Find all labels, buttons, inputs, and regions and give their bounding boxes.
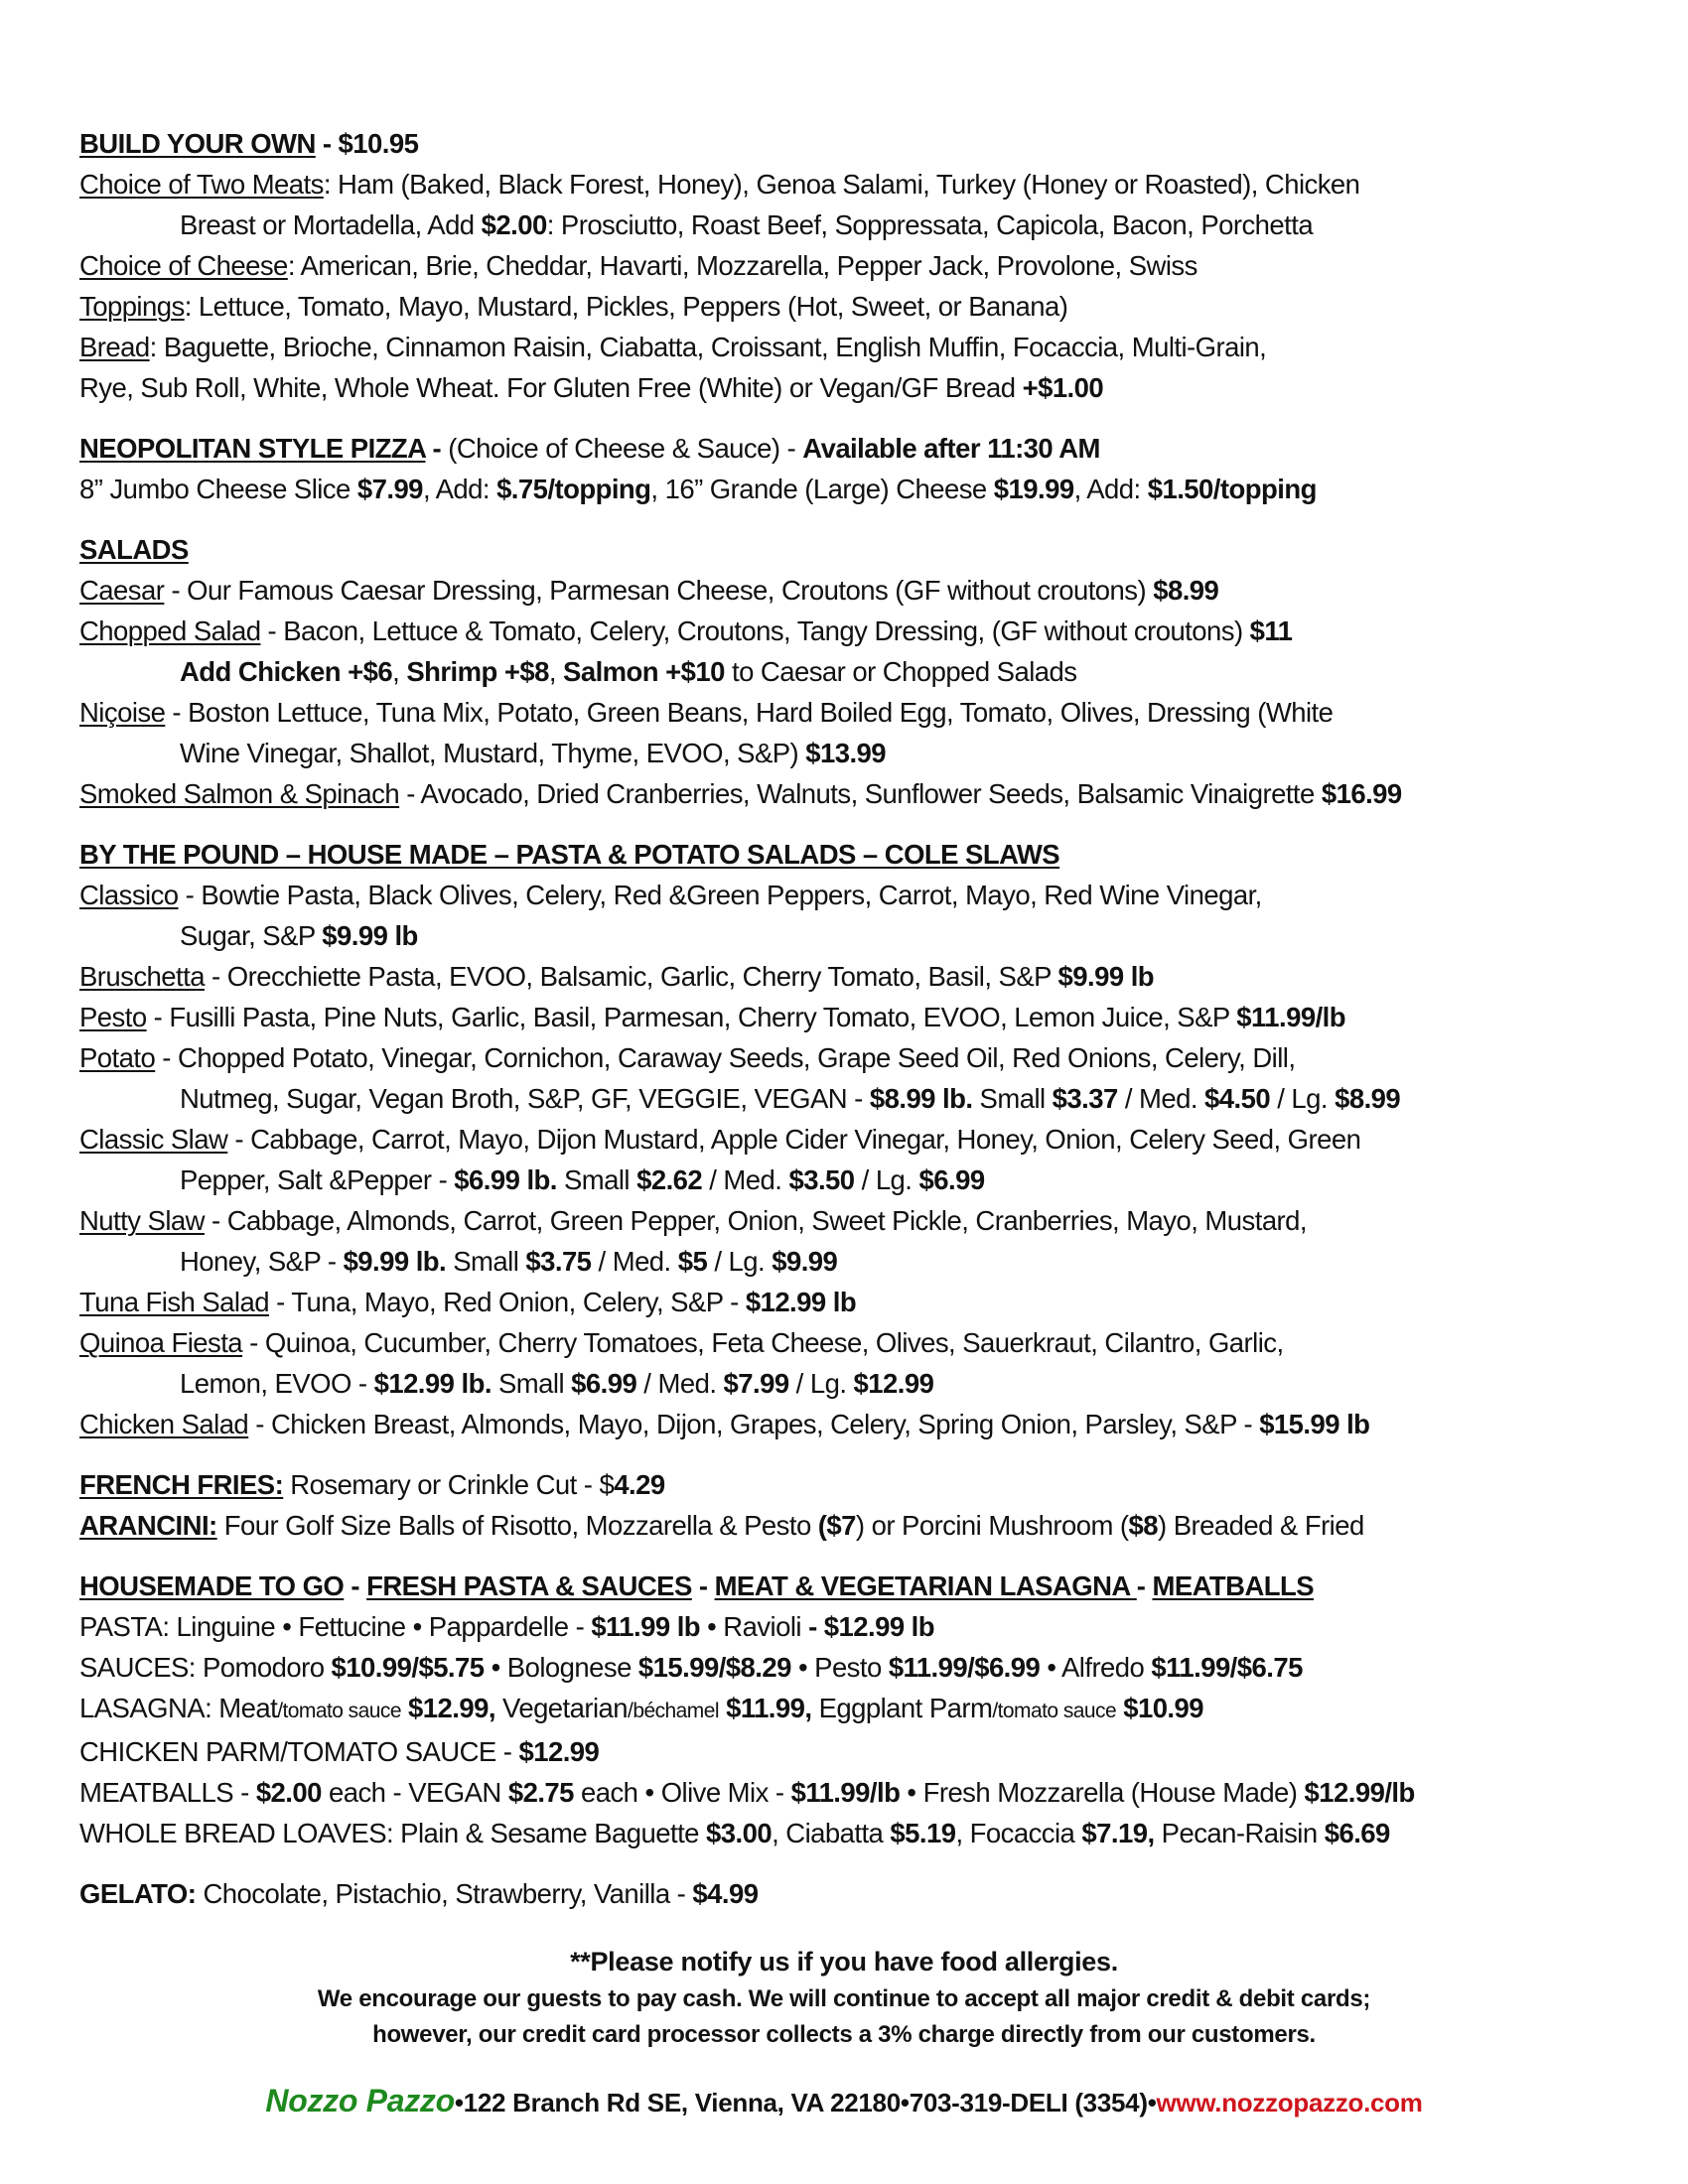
- price: $11.99 lb: [591, 1611, 701, 1642]
- price: $13.99: [805, 738, 887, 768]
- price: $8: [1128, 1510, 1159, 1541]
- menu-line: [79, 1160, 1628, 1200]
- emphasis: GELATO:: [79, 1878, 197, 1909]
- price: $8.99: [1335, 1083, 1401, 1114]
- text: • Ravioli: [700, 1611, 809, 1642]
- price: $11.99/lb: [1236, 1002, 1346, 1032]
- text: - Fusilli Pasta, Pine Nuts, Garlic, Basil, Parmesan, Cherry Tomato, EVOO, Lemon Juice, S&P: [146, 1002, 1237, 1032]
- price: $.75/topping: [496, 474, 651, 504]
- price: $9.99 lb.: [343, 1246, 447, 1277]
- text: • Fresh Mozzarella (House Made): [900, 1777, 1305, 1808]
- text: MEATBALLS -: [79, 1777, 256, 1808]
- text: 8” Jumbo Cheese Slice: [79, 474, 357, 504]
- menu-line: [79, 1037, 1628, 1078]
- item-name: Bruschetta: [79, 961, 205, 992]
- price: $5.19: [890, 1818, 956, 1848]
- text: : Ham (Baked, Black Forest, Honey), Genoa Salami, Turkey (Honey or Roasted), Chicken: [323, 169, 1360, 200]
- menu-line: [79, 875, 1628, 915]
- text: - Cabbage, Almonds, Carrot, Green Pepper, Onion, Sweet Pickle, Cranberries, Mayo, Mustard,: [204, 1205, 1308, 1236]
- menu-line: [79, 997, 1628, 1037]
- item-name: SALADS: [79, 534, 189, 565]
- item-name: Choice of Cheese: [79, 250, 288, 281]
- text: - Boston Lettuce, Tuna Mix, Potato, Green Beans, Hard Boiled Egg, Tomato, Olives, Dressing (White: [165, 697, 1334, 728]
- section-housemade-to-go: [79, 1566, 1628, 1853]
- menu-line: [79, 651, 1628, 692]
- text: / Lg.: [854, 1164, 919, 1195]
- price: $15.99 lb: [1259, 1409, 1370, 1439]
- price: +$1.00: [1022, 372, 1104, 403]
- section-heading: [79, 1873, 1628, 1914]
- text: Nutmeg, Sugar, Vegan Broth, S&P, GF, VEGGIE, VEGAN -: [180, 1083, 870, 1114]
- price: $3.75: [525, 1246, 592, 1277]
- sauce-note: /tomato sauce: [992, 1700, 1117, 1722]
- emphasis: (: [817, 1510, 827, 1541]
- menu-line: [79, 1772, 1628, 1813]
- price: $5: [677, 1246, 708, 1277]
- text: - Tuna, Mayo, Red Onion, Celery, S&P -: [268, 1287, 746, 1317]
- text: ,: [392, 656, 407, 687]
- item-name: Classico: [79, 880, 179, 910]
- text: , Add:: [1073, 474, 1148, 504]
- text: Honey, S&P -: [180, 1246, 344, 1277]
- item-name: MEAT & VEGETARIAN LASAGNA: [714, 1570, 1137, 1601]
- contact-line: [0, 2081, 1688, 2122]
- price: Add Chicken +$6: [180, 656, 393, 687]
- item-name: Potato: [79, 1042, 156, 1073]
- brand-name: Nozzo Pazzo: [265, 2083, 455, 2118]
- price: - $10.95: [315, 128, 419, 159]
- menu-line: [79, 245, 1628, 286]
- text: , Focaccia: [955, 1818, 1082, 1848]
- text: Pepper, Salt &Pepper -: [180, 1164, 455, 1195]
- text: - Bacon, Lettuce & Tomato, Celery, Croutons, Tangy Dressing, (GF without croutons): [260, 615, 1250, 646]
- item-name: Bread: [79, 332, 150, 362]
- text: - Chopped Potato, Vinegar, Cornichon, Caraway Seeds, Grape Seed Oil, Red Onions, Celery, Dill,: [155, 1042, 1296, 1073]
- price: $12.99 lb: [745, 1287, 857, 1317]
- menu-line: [79, 327, 1628, 367]
- price: - $12.99 lb: [808, 1611, 935, 1642]
- item-name: MEATBALLS: [1152, 1570, 1315, 1601]
- section-spacer: [79, 1853, 1628, 1873]
- text: : Baguette, Brioche, Cinnamon Raisin, Ciabatta, Croissant, English Muffin, Focaccia, Multi-Grain,: [149, 332, 1267, 362]
- menu-line: [79, 1363, 1628, 1404]
- item-name: FRESH PASTA & SAUCES: [366, 1570, 692, 1601]
- price: $9.99 lb: [322, 920, 418, 951]
- menu-line: [79, 1688, 1628, 1731]
- text: - Cabbage, Carrot, Mayo, Dijon Mustard, Apple Cider Vinegar, Honey, Onion, Celery Seed, Green: [227, 1124, 1361, 1155]
- menu-line: [79, 1241, 1628, 1282]
- menu-line: [79, 1200, 1628, 1241]
- section-spacer: [79, 1546, 1628, 1566]
- item-name: Classic Slaw: [79, 1124, 228, 1155]
- price: $11.99,: [726, 1693, 812, 1723]
- item-name: HOUSEMADE TO GO: [79, 1570, 345, 1601]
- emphasis: -: [344, 1570, 367, 1601]
- section-neopolitan-pizza: [79, 428, 1628, 509]
- menu-line: [79, 1731, 1628, 1772]
- item-name: Chopped Salad: [79, 615, 261, 646]
- price: $8.99 lb.: [869, 1083, 973, 1114]
- price: $2.00: [481, 209, 547, 240]
- text: - Chicken Breast, Almonds, Mayo, Dijon, Grapes, Celery, Spring Onion, Parsley, S&P -: [248, 1409, 1260, 1439]
- price: $3.00: [706, 1818, 773, 1848]
- text: Wine Vinegar, Shallot, Mustard, Thyme, EVOO, S&P): [180, 738, 806, 768]
- price: $12.99 lb.: [373, 1368, 492, 1399]
- text: CHICKEN PARM/TOMATO SAUCE -: [79, 1736, 519, 1767]
- price: $11.99/$6.75: [1151, 1652, 1303, 1683]
- price: $9.99: [772, 1246, 838, 1277]
- payment-note-line-2: however, our credit card processor collects a 3% charge directly from our customers.: [372, 2021, 1316, 2048]
- menu-line: [79, 1505, 1628, 1546]
- price: $11.99/lb: [790, 1777, 901, 1808]
- item-name: Nutty Slaw: [79, 1205, 205, 1236]
- price: $2.62: [636, 1164, 703, 1195]
- item-name: Pesto: [79, 1002, 147, 1032]
- price: $6.99: [571, 1368, 637, 1399]
- payment-note-line-1: We encourage our guests to pay cash. We will continue to accept all major credit & debit cards;: [317, 1985, 1371, 2012]
- section-spacer: [79, 509, 1628, 529]
- menu-line: [79, 733, 1628, 773]
- price: $9.99 lb: [1057, 961, 1155, 992]
- text: / Lg.: [1270, 1083, 1336, 1114]
- price: $3.37: [1052, 1083, 1118, 1114]
- menu-line: [79, 1404, 1628, 1444]
- text: Vegetarian: [494, 1693, 629, 1723]
- menu-line: [79, 164, 1628, 205]
- price: $11.99/$6.99: [888, 1652, 1041, 1683]
- section-heading: [79, 1464, 1628, 1505]
- text: : Lettuce, Tomato, Mayo, Mustard, Pickles, Peppers (Hot, Sweet, or Banana): [184, 291, 1068, 322]
- text: SAUCES: Pomodoro: [79, 1652, 332, 1683]
- text: • Bolognese: [484, 1652, 638, 1683]
- menu-line: [79, 1322, 1628, 1363]
- menu-line: [79, 611, 1628, 651]
- price: $2.75: [507, 1777, 574, 1808]
- text: Lemon, EVOO -: [180, 1368, 374, 1399]
- item-name: NEOPOLITAN STYLE PIZZA: [79, 433, 426, 464]
- text: Eggplant Parm: [811, 1693, 993, 1723]
- text: ) Breaded & Fried: [1158, 1510, 1364, 1541]
- address: 122 Branch Rd SE, Vienna, VA 22180: [463, 2088, 901, 2117]
- text: ) or Porcini Mushroom (: [855, 1510, 1129, 1541]
- separator: •: [454, 2088, 464, 2117]
- text: Pecan-Raisin: [1154, 1818, 1325, 1848]
- text: [401, 1693, 408, 1723]
- menu-line: [79, 469, 1628, 509]
- price: $7.99: [356, 474, 423, 504]
- item-name: Niçoise: [79, 697, 166, 728]
- item-name: BUILD YOUR OWN: [79, 128, 316, 159]
- menu-line: [79, 286, 1628, 327]
- sauce-note: /tomato sauce: [277, 1700, 401, 1722]
- text: : Prosciutto, Roast Beef, Soppressata, Capicola, Bacon, Porchetta: [546, 209, 1314, 240]
- section-spacer: [79, 814, 1628, 834]
- price: $3.50: [788, 1164, 855, 1195]
- item-name: BY THE POUND – HOUSE MADE – PASTA & POTATO SALADS – COLE SLAWS: [79, 839, 1060, 870]
- text: : American, Brie, Cheddar, Havarti, Mozzarella, Pepper Jack, Provolone, Swiss: [287, 250, 1197, 281]
- menu-line: [79, 692, 1628, 733]
- menu-line: [79, 1813, 1628, 1853]
- price: $12.99: [853, 1368, 934, 1399]
- text: - Our Famous Caesar Dressing, Parmesan Cheese, Croutons (GF without croutons): [164, 575, 1154, 606]
- item-name: FRENCH FRIES:: [79, 1469, 284, 1500]
- text: Sugar, S&P: [180, 920, 323, 951]
- section-by-the-pound: [79, 834, 1628, 1444]
- menu-line: [79, 367, 1628, 408]
- price: $4.50: [1204, 1083, 1271, 1114]
- section-spacer: [79, 408, 1628, 428]
- price: $12.99: [518, 1736, 600, 1767]
- text: , 16” Grande (Large) Cheese: [650, 474, 994, 504]
- price: $6.99: [918, 1164, 985, 1195]
- emphasis: -: [425, 433, 449, 464]
- emphasis: -: [1136, 1570, 1153, 1601]
- price: $6.69: [1324, 1818, 1390, 1848]
- price: Salmon +$10: [563, 656, 725, 687]
- text: to Caesar or Chopped Salads: [724, 656, 1077, 687]
- text: / Lg.: [707, 1246, 773, 1277]
- price: $16.99: [1321, 778, 1402, 809]
- section-heading: [79, 123, 1628, 164]
- section-heading: [79, 428, 1628, 469]
- item-name: Tuna Fish Salad: [79, 1287, 269, 1317]
- item-name: Smoked Salmon & Spinach: [79, 778, 400, 809]
- price: $12.99/lb: [1304, 1777, 1415, 1808]
- price: $7.99: [723, 1368, 789, 1399]
- text: Rye, Sub Roll, White, Whole Wheat. For Gluten Free (White) or Vegan/GF Bread: [79, 372, 1023, 403]
- allergy-note: **Please notify us if you have food allergies.: [570, 1947, 1118, 1977]
- text: - Orecchiette Pasta, EVOO, Balsamic, Garlic, Cherry Tomato, Basil, S&P: [204, 961, 1058, 992]
- text: - Quinoa, Cucumber, Cherry Tomatoes, Feta Cheese, Olives, Sauerkraut, Cilantro, Garlic,: [242, 1327, 1284, 1358]
- section-heading: [79, 834, 1628, 875]
- section-sides: [79, 1464, 1628, 1546]
- price: $4.99: [692, 1878, 759, 1909]
- text: Breast or Mortadella, Add: [180, 209, 482, 240]
- text: Small: [446, 1246, 526, 1277]
- text: , Ciabatta: [772, 1818, 891, 1848]
- text: LASAGNA: Meat: [79, 1693, 278, 1723]
- price: $19.99: [993, 474, 1074, 504]
- menu-line: [79, 915, 1628, 956]
- price: $2.00: [255, 1777, 322, 1808]
- menu-line: [79, 1606, 1628, 1647]
- price: $11: [1249, 615, 1293, 646]
- section-spacer: [79, 1444, 1628, 1464]
- price: $10.99/$5.75: [331, 1652, 485, 1683]
- text: / Lg.: [788, 1368, 854, 1399]
- price: $1.50/topping: [1147, 474, 1317, 504]
- text: (Choice of Cheese & Sauce) -: [448, 433, 803, 464]
- menu-page: [79, 123, 1628, 1914]
- price: $10.99: [1123, 1693, 1204, 1723]
- text: / Med.: [702, 1164, 789, 1195]
- text: - Bowtie Pasta, Black Olives, Celery, Red &Green Peppers, Carrot, Mayo, Red Wine Vinegar,: [178, 880, 1262, 910]
- item-name: ARANCINI:: [79, 1510, 217, 1541]
- menu-line: [79, 1282, 1628, 1322]
- footer: [0, 1942, 1688, 2122]
- text: Small: [556, 1164, 637, 1195]
- price: $15.99/$8.29: [637, 1652, 791, 1683]
- text: / Med.: [591, 1246, 678, 1277]
- text: • Pesto: [790, 1652, 889, 1683]
- price: $7: [826, 1510, 856, 1541]
- text: Small: [491, 1368, 572, 1399]
- separator: •: [1147, 2088, 1157, 2117]
- menu-line: [79, 1647, 1628, 1688]
- price: $8.99: [1153, 575, 1219, 606]
- emphasis: 4.29: [614, 1469, 665, 1500]
- menu-line: [79, 570, 1628, 611]
- item-name: Toppings: [79, 291, 185, 322]
- item-name: Choice of Two Meats: [79, 169, 324, 200]
- text: / Med.: [636, 1368, 724, 1399]
- text: Chocolate, Pistachio, Strawberry, Vanilla -: [196, 1878, 693, 1909]
- price: $7.19,: [1081, 1818, 1155, 1848]
- menu-line: [79, 1078, 1628, 1119]
- text: each - VEGAN: [321, 1777, 508, 1808]
- emphasis: Available after 11:30 AM: [802, 433, 1100, 464]
- menu-line: [79, 773, 1628, 814]
- text: • Alfredo: [1040, 1652, 1152, 1683]
- item-name: Quinoa Fiesta: [79, 1327, 243, 1358]
- text: / Med.: [1117, 1083, 1205, 1114]
- text: Rosemary or Crinkle Cut - $: [283, 1469, 615, 1500]
- separator: •: [900, 2088, 910, 2117]
- text: PASTA: Linguine • Fettucine • Pappardelle -: [79, 1611, 592, 1642]
- text: ,: [548, 656, 564, 687]
- text: WHOLE BREAD LOAVES: Plain & Sesame Baguette: [79, 1818, 706, 1848]
- menu-line: [79, 205, 1628, 245]
- section-heading: [79, 1566, 1628, 1606]
- price: $12.99,: [408, 1693, 495, 1723]
- website-link[interactable]: www.nozzopazzo.com: [1156, 2088, 1423, 2117]
- section-gelato: [79, 1873, 1628, 1914]
- text: Small: [972, 1083, 1053, 1114]
- phone-number[interactable]: 703-319-DELI (3354): [909, 2088, 1148, 2117]
- text: each • Olive Mix -: [573, 1777, 791, 1808]
- emphasis: -: [691, 1570, 715, 1601]
- section-build-your-own: [79, 123, 1628, 408]
- price: Shrimp +$8: [406, 656, 549, 687]
- item-name: Caesar: [79, 575, 165, 606]
- text: Four Golf Size Balls of Risotto, Mozzarella & Pesto: [216, 1510, 818, 1541]
- section-heading: [79, 529, 1628, 570]
- sauce-note: /béchamel: [628, 1700, 719, 1722]
- price: $6.99 lb.: [454, 1164, 557, 1195]
- section-salads: [79, 529, 1628, 814]
- menu-line: [79, 956, 1628, 997]
- item-name: Chicken Salad: [79, 1409, 249, 1439]
- menu-line: [79, 1119, 1628, 1160]
- text: - Avocado, Dried Cranberries, Walnuts, Sunflower Seeds, Balsamic Vinaigrette: [399, 778, 1322, 809]
- text: , Add:: [422, 474, 497, 504]
